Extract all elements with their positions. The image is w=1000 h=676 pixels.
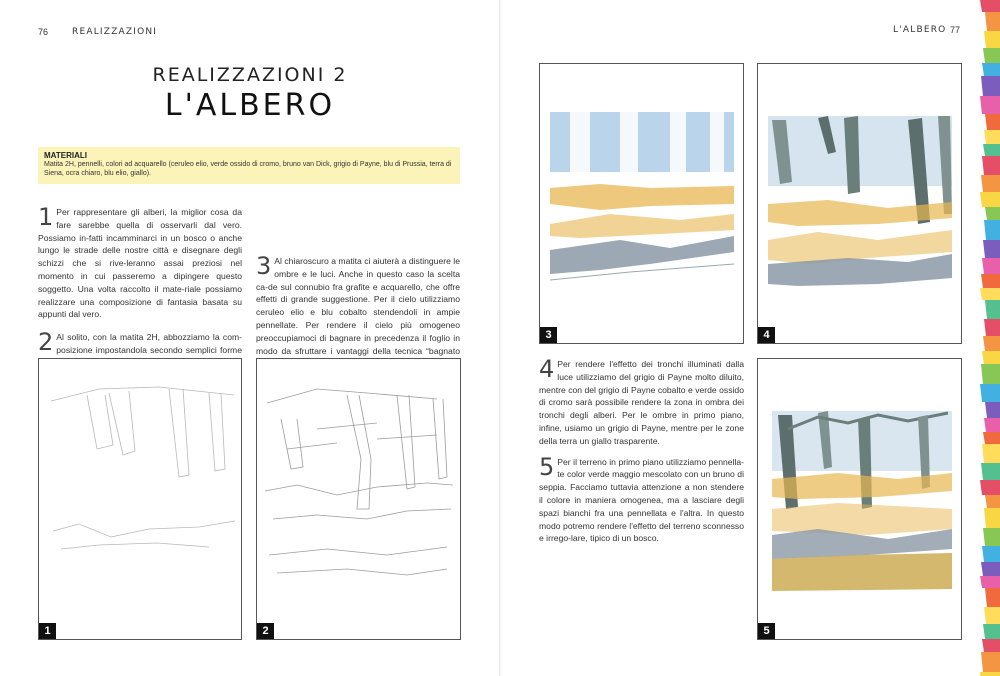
color-stripe: [981, 652, 1000, 672]
color-stripe: [980, 384, 1000, 402]
color-stripe: [983, 240, 1000, 258]
watercolor-sky-image: [540, 64, 743, 343]
color-stripe: [981, 463, 1000, 480]
color-stripe: [980, 192, 1000, 207]
color-swatch-stripes: [974, 0, 1000, 676]
color-stripe: [983, 528, 1000, 546]
color-stripe: [982, 444, 1000, 463]
page-number-right: 77: [950, 25, 961, 35]
color-stripe: [981, 76, 1000, 96]
pencil-sketch-image: [39, 359, 241, 639]
step-1: [38, 203, 242, 321]
color-stripe: [984, 319, 1000, 336]
page-spine: [499, 0, 501, 676]
figure-1: [38, 358, 242, 640]
running-title-left: REALIZZAZIONI: [72, 27, 158, 37]
color-stripe: [983, 624, 1000, 639]
color-stripe: [982, 258, 1000, 274]
color-stripe: [984, 418, 1000, 432]
color-stripe: [980, 672, 1000, 676]
color-stripe: [981, 562, 1000, 576]
figure-5-label: 5: [758, 623, 775, 639]
step-text: Per rendere l'effetto dei tronchi illuminati dalla luce utilizziamo del grigio di Payne molto diluito, mentre con del grigio di Payne cobalto e verde ossido di cromo sarà possibile rendere la zona in ombra dei tronchi degli alberi. Per le ombre in primo piano, infine, usiamo un grigio di Payne, mentre per le zone della terra un giallo trasparente.: [539, 359, 744, 446]
color-stripe: [982, 63, 1000, 76]
color-stripe: [981, 364, 1000, 384]
step-number: 4: [539, 355, 555, 383]
color-stripe: [980, 288, 1000, 300]
figure-4-label: 4: [758, 327, 775, 343]
color-stripe: [985, 402, 1000, 418]
color-stripe: [982, 156, 1000, 175]
figure-1-label: 1: [39, 623, 56, 639]
step-number: 3: [256, 252, 272, 280]
step-number: 1: [38, 203, 54, 231]
color-stripe: [983, 48, 1000, 63]
figure-5: [757, 358, 962, 640]
watercolor-finished-image: [758, 359, 961, 639]
color-stripe: [985, 495, 1000, 508]
color-stripe: [980, 0, 1000, 12]
text-column-right: [539, 355, 744, 545]
color-stripe: [984, 130, 1000, 144]
color-stripe: [981, 175, 1000, 192]
detailed-drawing-image: [257, 359, 460, 639]
page-number-left: 76: [38, 27, 49, 37]
color-stripe: [982, 639, 1000, 652]
figure-3-label: 3: [540, 327, 557, 343]
step-4: [539, 355, 744, 448]
text-column-middle: [256, 252, 460, 370]
step-text: Per rappresentare gli alberi, la miglior cosa da fare sarebbe quella di osservarli dal vero. Possiamo in-fatti incamminarci in un bosco o anche lungo le strade delle nostre città e disegnare degli schizzi che si rive-leranno assai preziosi nel momento in cui passeremo a dipingere questo soggetto. Una volta raccolto il mate-riale possiamo realizzare una composizione di fantasia basata su appunti dal vero.: [38, 207, 242, 320]
materials-box: [38, 147, 460, 184]
figure-3: [539, 63, 744, 344]
step-text: Per il terreno in primo piano utilizziamo pennella-te color verde maggio mescolato con un bruno di seppia. Facciamo tuttavia attenzione a non stendere il colore in maniera omogenea, ma a lasciare degli spazi bianchi fra una pennellata e l'altra. In questo modo potremo rendere l'effetto del terreno sconnesso e irrego-lare, tipico di un bosco.: [539, 456, 744, 544]
materials-text: Matita 2H, pennelli, colori ad acquarello (ceruleo elio, verde ossido di cromo, bruno van Dick, grigio di Payne, blu di Prussia, terra di Siena, ocra chiaro, blu elio, giallo).: [44, 161, 452, 177]
color-stripe: [985, 12, 1000, 31]
color-stripe: [984, 607, 1000, 624]
figure-2-label: 2: [257, 623, 274, 639]
color-stripe: [980, 96, 1000, 114]
color-stripe: [981, 274, 1000, 288]
step-number: 5: [539, 452, 555, 481]
step-text: Al chiaroscuro a matita ci aiuterà a distinguere le ombre e le luci. Anche in questo caso la scelta ca-de sul connubio fra grafite e acquarello, che offre effetti di grande suggestione. Per il cielo utilizziamo ceruleo elio e blu cobalto stendendoli in ampie pennellate. Per rendere il cielo più omogeneo preoccupiamoci di bagnare in precedenza il foglio in modo da sfruttare i vantaggi della tecnica “bagnato: [256, 256, 460, 356]
step-5: [539, 452, 744, 546]
materials-heading: MATERIALI: [44, 151, 87, 160]
chapter-subtitle: REALIZZAZIONI 2: [152, 64, 348, 86]
watercolor-trunks-image: [758, 64, 961, 343]
step-3: [256, 252, 460, 370]
figure-2: [256, 358, 461, 640]
color-stripe: [985, 114, 1000, 130]
color-stripe: [984, 220, 1000, 240]
color-stripe: [983, 432, 1000, 444]
color-stripe: [983, 144, 1000, 156]
color-stripe: [982, 546, 1000, 562]
color-stripe: [984, 508, 1000, 528]
step-text: Al solito, con la matita 2H, abbozziamo la com-posizione impostandola secondo semplici forme: [56, 332, 242, 355]
color-stripe: [985, 207, 1000, 220]
color-stripe: [985, 588, 1000, 607]
color-stripe: [985, 300, 1000, 319]
color-stripe: [980, 480, 1000, 495]
color-stripe: [982, 351, 1000, 364]
running-title-right: L'ALBERO: [893, 25, 947, 35]
color-stripe: [984, 31, 1000, 48]
figure-4: [757, 63, 962, 344]
color-stripe: [980, 576, 1000, 588]
step-number: 2: [38, 328, 54, 357]
chapter-title: L'ALBERO: [164, 88, 336, 123]
color-stripe: [983, 336, 1000, 351]
